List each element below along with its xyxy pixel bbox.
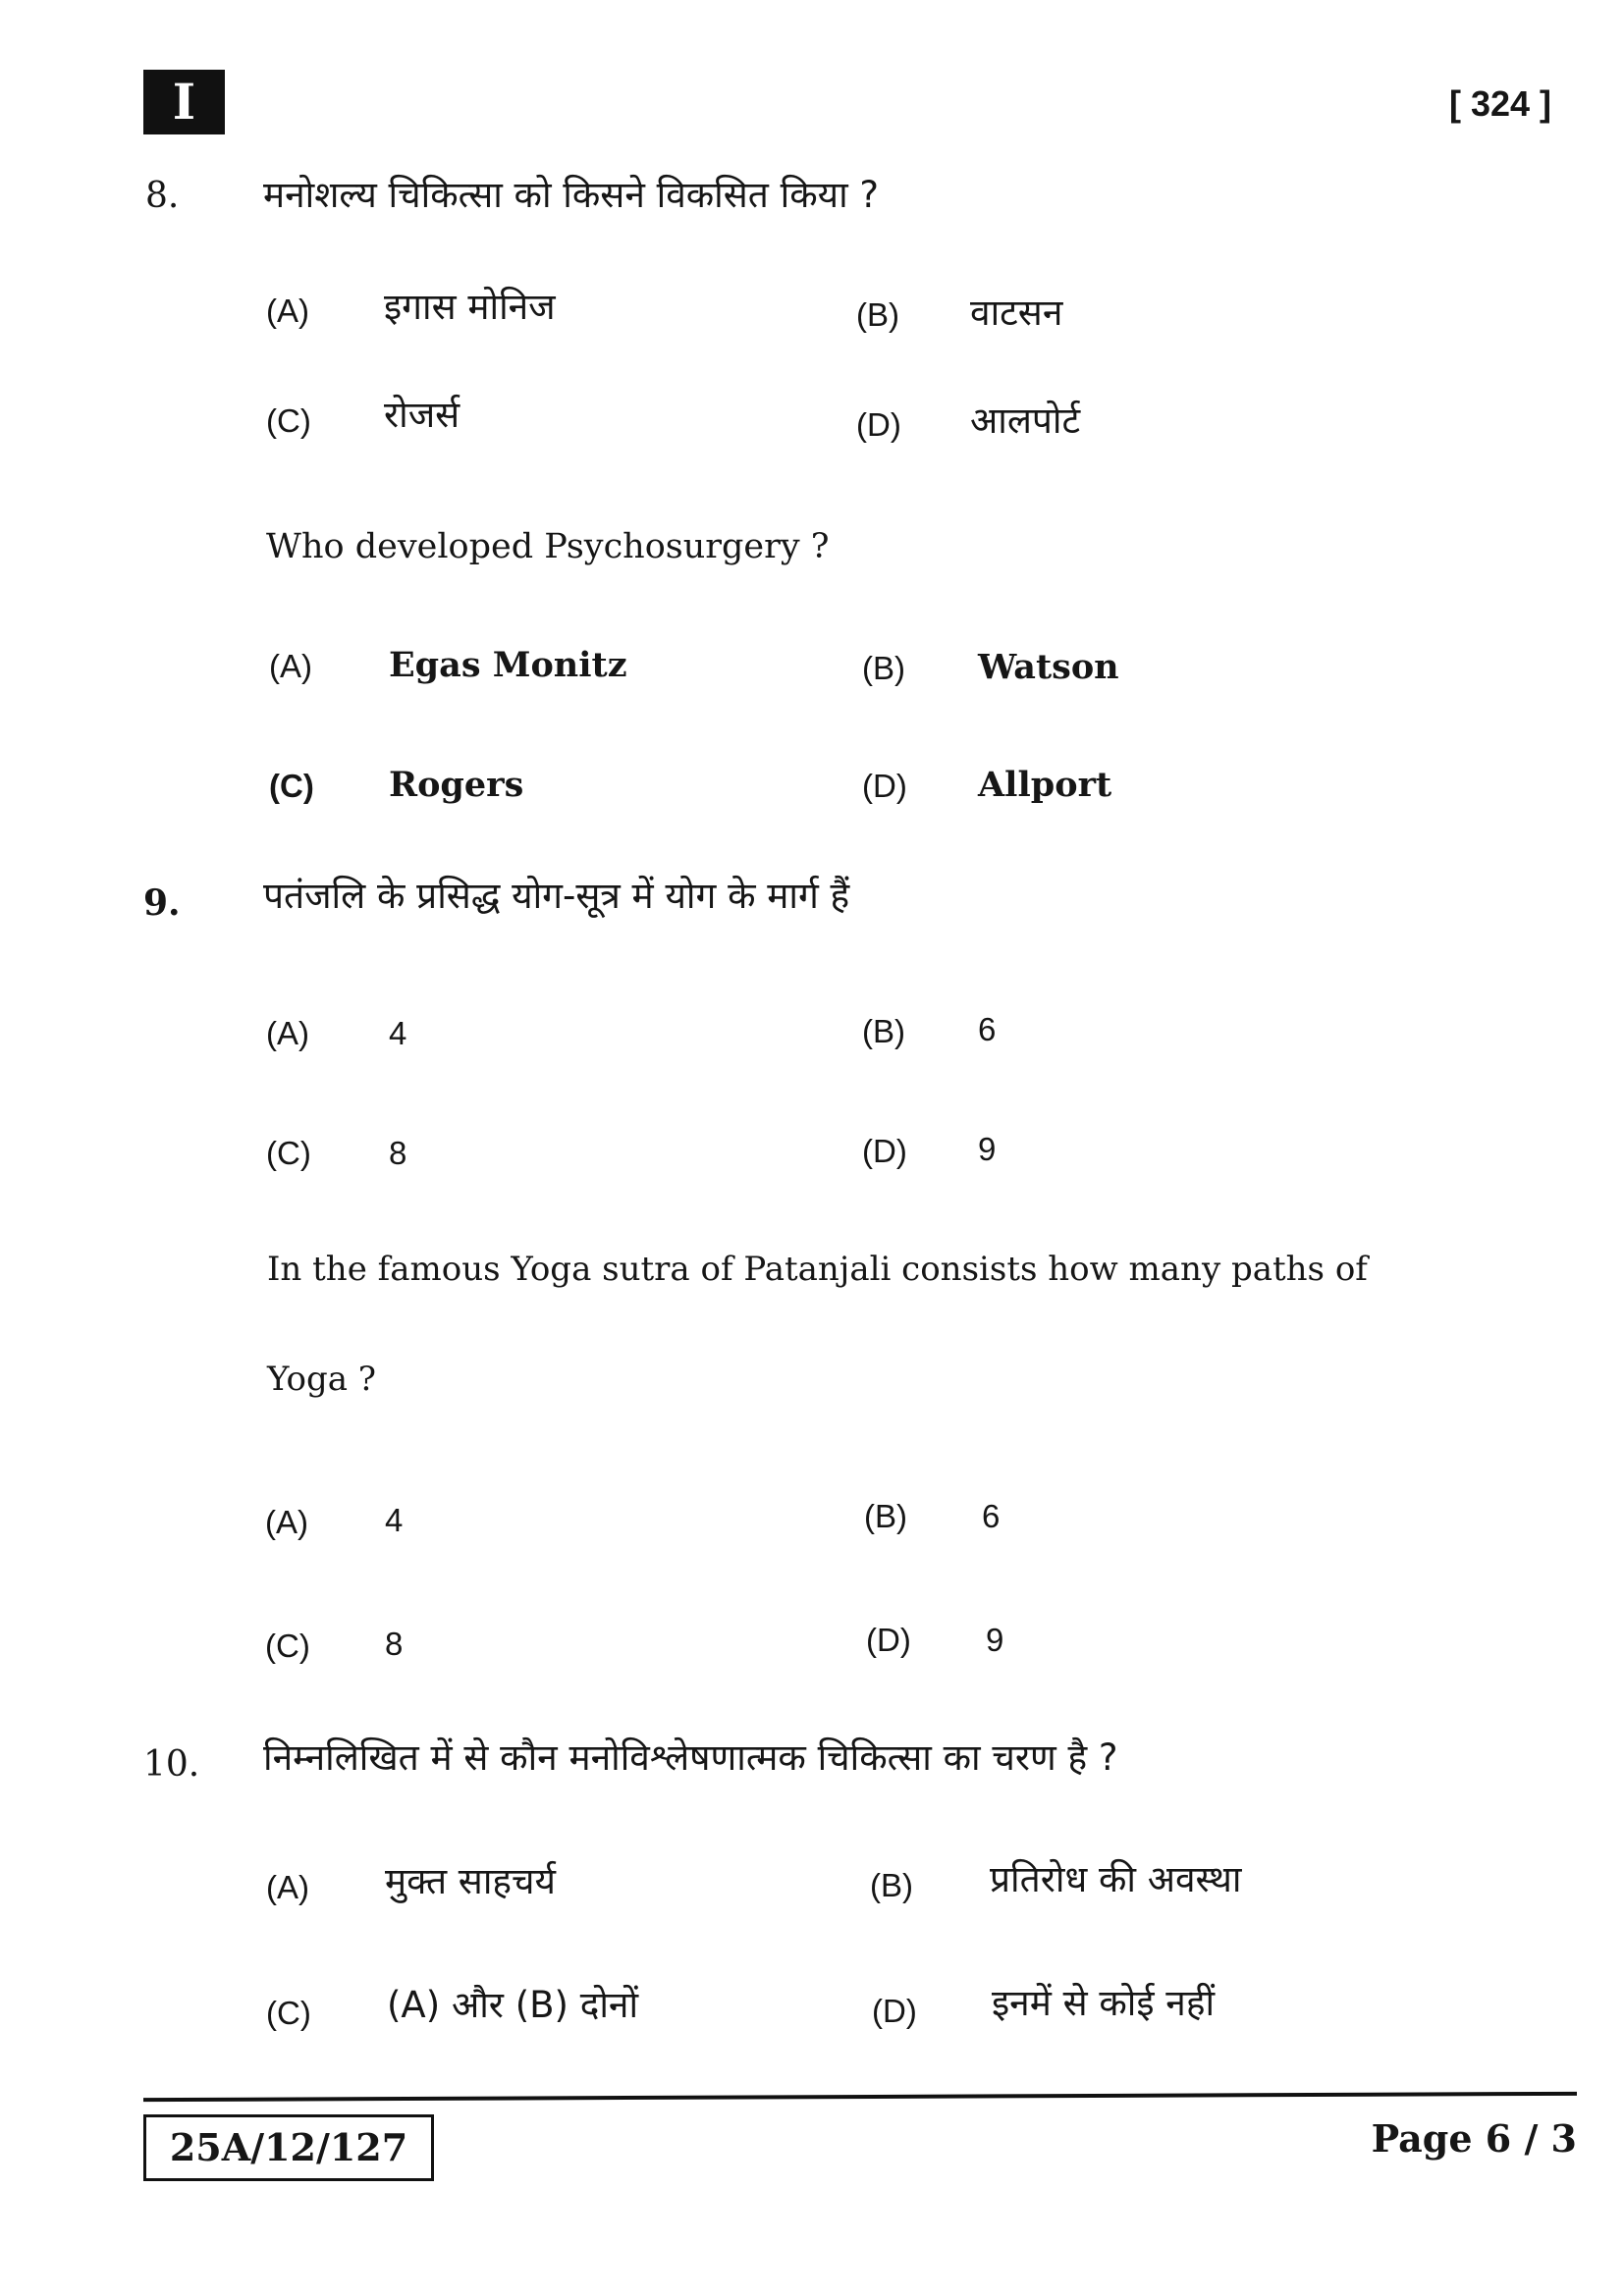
option-text: Watson [978, 647, 1119, 687]
question-text-english: Who developed Psychosurgery ? [266, 527, 830, 566]
option-label: (C) [266, 1135, 311, 1171]
question-number: 10. [143, 1744, 200, 1785]
option-label: (A) [266, 293, 309, 329]
option-text: 6 [982, 1498, 1001, 1534]
option-label: (A) [266, 1015, 309, 1051]
option-label: (C) [269, 768, 314, 804]
question-text-hindi: निम्नलिखित में से कौन मनोविश्लेषणात्मक चिकित्सा का चरण है ? [263, 1736, 1118, 1779]
option-text: Egas Monitz [389, 645, 627, 685]
question-text-hindi: पतंजलि के प्रसिद्ध योग-सूत्र में योग के मार्ग हैं [263, 875, 850, 917]
option-text: वाटसन [970, 292, 1063, 334]
option-label: (D) [862, 1133, 907, 1169]
option-label: (D) [856, 406, 901, 443]
option-label: (A) [269, 648, 312, 684]
option-text: Rogers [389, 765, 524, 805]
paper-code-box: 25A/12/127 [143, 2114, 434, 2181]
page-number: Page 6 / 3 [1371, 2116, 1577, 2161]
option-text: आलपोर्ट [970, 400, 1081, 442]
set-badge: I [143, 70, 225, 134]
option-text: Allport [978, 765, 1112, 805]
question-text-hindi: मनोशल्य चिकित्सा को किसने विकसित किया ? [263, 174, 880, 216]
option-text: मुक्त साहचर्य [385, 1860, 557, 1902]
option-label: (D) [872, 1993, 917, 2029]
option-text: (A) और (B) दोनों [387, 1984, 639, 2026]
option-label: (B) [856, 296, 899, 333]
option-label: (B) [864, 1498, 907, 1534]
option-label: (C) [266, 1995, 311, 2031]
option-text: 4 [385, 1502, 404, 1538]
question-number: 8. [145, 176, 180, 216]
option-text: 9 [986, 1622, 1004, 1658]
option-text: 8 [389, 1135, 407, 1171]
option-label: (C) [265, 1628, 310, 1664]
option-text: इगास मोनिज [384, 286, 556, 328]
option-text: इनमें से कोई नहीं [992, 1982, 1216, 2024]
question-text-english: In the famous Yoga sutra of Patanjali consists how many paths of [267, 1250, 1368, 1289]
question-text-english-cont: Yoga ? [267, 1360, 377, 1399]
question-number: 9. [143, 882, 181, 924]
option-text: 6 [978, 1011, 997, 1047]
option-label: (A) [265, 1504, 308, 1540]
option-text: रोजर्स [384, 394, 460, 436]
subject-code: [ 324 ] [1448, 83, 1551, 124]
option-label: (A) [266, 1869, 309, 1905]
option-text: 8 [385, 1626, 404, 1662]
option-label: (D) [862, 768, 907, 804]
option-text: 4 [389, 1015, 407, 1051]
footer-divider [143, 2092, 1577, 2102]
option-text: प्रतिरोध की अवस्था [990, 1858, 1242, 1900]
option-label: (B) [862, 1013, 905, 1049]
option-label: (B) [870, 1867, 913, 1903]
option-label: (C) [266, 402, 311, 439]
option-text: 9 [978, 1131, 997, 1167]
option-label: (B) [862, 650, 905, 686]
option-label: (D) [866, 1622, 911, 1658]
